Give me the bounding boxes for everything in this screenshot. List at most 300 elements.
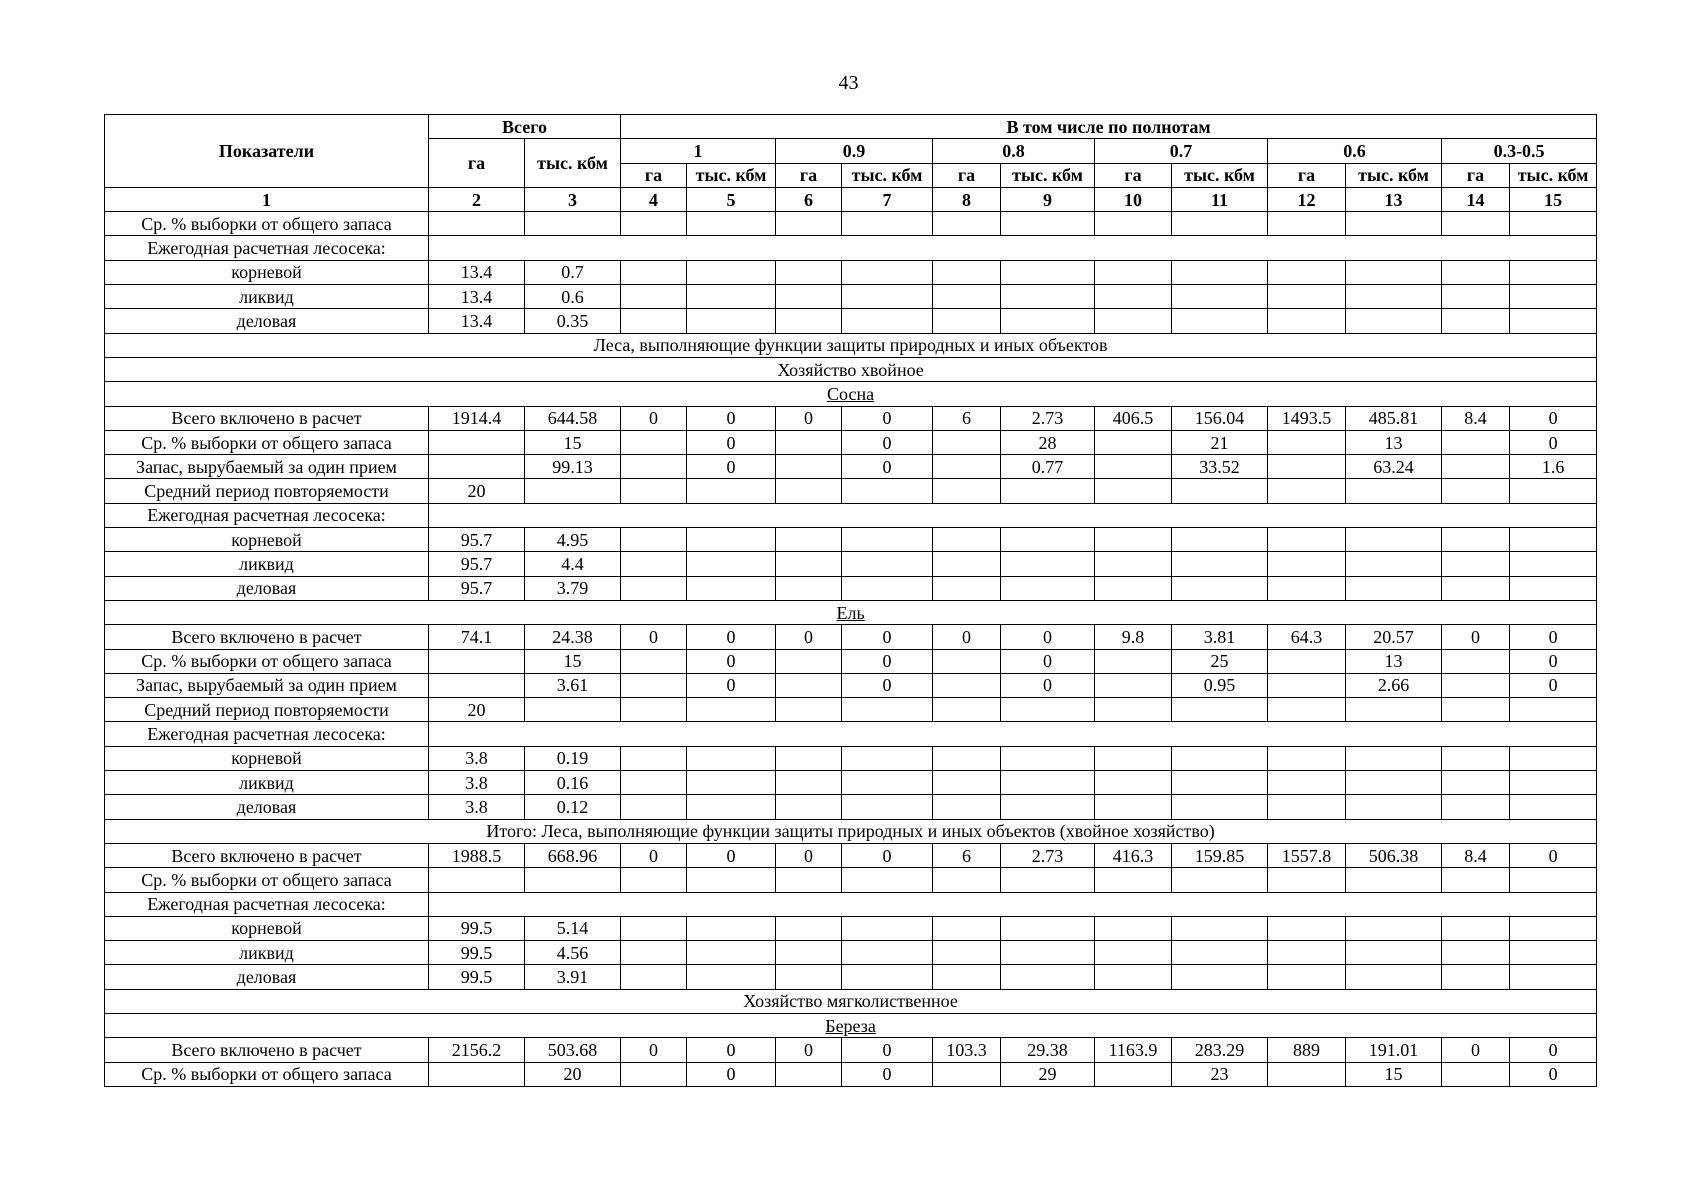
table-cell: 20 [429,479,525,503]
table-cell: 0 [1001,649,1095,673]
table-cell [687,868,776,892]
table-cell: 0 [842,455,933,479]
table-cell: 63.24 [1346,455,1442,479]
table-cell [621,430,687,454]
table-row [105,1038,1597,1062]
table-cell: 15 [525,649,621,673]
section-row [105,600,1597,624]
table-cell: 6 [933,406,1001,430]
table-cell [933,479,1001,503]
header-density-group: 1 [621,139,776,163]
table-cell [1442,455,1510,479]
table-cell [776,916,842,940]
table-cell [1346,260,1442,284]
table-cell [776,552,842,576]
header-ha: га [776,163,842,187]
table-cell: 0.19 [525,746,621,770]
section-title: Береза [105,1013,1597,1037]
header-volume: тыс. кбм [1346,163,1442,187]
table-cell [687,576,776,600]
table-cell [1095,795,1172,819]
row-label: Средний период повторяемости [105,479,429,503]
table-cell [776,673,842,697]
table-row [105,698,1597,722]
header-volume: тыс. кбм [1001,163,1095,187]
empty-span-cell [429,236,1597,260]
table-cell [933,528,1001,552]
table-cell: 0 [687,673,776,697]
table-cell [776,260,842,284]
row-label: ликвид [105,552,429,576]
table-cell: 15 [1346,1062,1442,1086]
table-cell [1510,795,1597,819]
table-cell [776,212,842,236]
table-cell: 95.7 [429,528,525,552]
table-cell [687,260,776,284]
table-row [105,552,1597,576]
row-label: деловая [105,965,429,989]
table-cell [1001,528,1095,552]
table-cell: 25 [1172,649,1268,673]
table-cell: 416.3 [1095,843,1172,867]
table-cell [1095,965,1172,989]
table-cell: 3.81 [1172,625,1268,649]
table-cell: 8.4 [1442,406,1510,430]
table-cell [621,455,687,479]
table-cell [776,965,842,989]
table-cell [933,941,1001,965]
row-label: корневой [105,916,429,940]
table-cell [933,260,1001,284]
table-cell [1346,479,1442,503]
page-number: 43 [838,72,859,94]
table-cell [933,309,1001,333]
table-cell [621,941,687,965]
table-cell [525,698,621,722]
table-cell [1442,576,1510,600]
table-cell [621,698,687,722]
header-volume: тыс. кбм [687,163,776,187]
table-cell: 0 [687,649,776,673]
table-row [105,941,1597,965]
table-row [105,406,1597,430]
table-cell: 0 [1510,649,1597,673]
table-cell [1346,309,1442,333]
table-cell: 15 [525,430,621,454]
table-cell [1346,771,1442,795]
table-cell: 0.77 [1001,455,1095,479]
column-number: 9 [1001,187,1095,211]
table-cell: 99.13 [525,455,621,479]
table-cell: 0 [621,1038,687,1062]
table-cell [842,528,933,552]
table-cell: 21 [1172,430,1268,454]
table-cell [1510,965,1597,989]
row-label: Ср. % выборки от общего запаса [105,649,429,673]
section-title: Сосна [105,382,1597,406]
header-ha: га [1095,163,1172,187]
table-cell: 1493.5 [1268,406,1346,430]
column-number: 6 [776,187,842,211]
table-cell [1001,576,1095,600]
table-cell: 13.4 [429,260,525,284]
table-cell [1442,941,1510,965]
table-cell [429,430,525,454]
table-cell [1172,576,1268,600]
table-cell [621,1062,687,1086]
table-cell [1172,746,1268,770]
table-row [105,649,1597,673]
row-label: Ср. % выборки от общего запаса [105,1062,429,1086]
table-cell: 283.29 [1172,1038,1268,1062]
table-cell [1510,868,1597,892]
table-row [105,212,1597,236]
table-cell [1510,479,1597,503]
table-cell [776,479,842,503]
table-cell: 159.85 [1172,843,1268,867]
table-cell [933,771,1001,795]
table-cell [1346,965,1442,989]
table-row [105,916,1597,940]
table-cell: 0 [687,455,776,479]
header-indicators: Показатели [105,115,429,188]
table-cell [933,673,1001,697]
table-cell [842,698,933,722]
table-cell: 1163.9 [1095,1038,1172,1062]
table-row [105,746,1597,770]
row-label: деловая [105,795,429,819]
table-row [105,843,1597,867]
table-cell [621,576,687,600]
table-cell: 0 [776,1038,842,1062]
table-cell [621,916,687,940]
table-cell [687,795,776,819]
table-row [105,625,1597,649]
table-cell [1172,795,1268,819]
table-cell [1346,698,1442,722]
table-cell [776,576,842,600]
table-cell: 103.3 [933,1038,1001,1062]
table-cell: 644.58 [525,406,621,430]
table-cell: 4.4 [525,552,621,576]
table-cell: 3.91 [525,965,621,989]
table-cell [1510,552,1597,576]
table-cell [776,771,842,795]
table-cell [1442,309,1510,333]
table-cell [1095,868,1172,892]
table-cell [933,212,1001,236]
row-label: ликвид [105,941,429,965]
table-cell: 0 [621,406,687,430]
row-label: ликвид [105,285,429,309]
table-cell: 485.81 [1346,406,1442,430]
table-row [105,576,1597,600]
table-cell [842,260,933,284]
table-cell: 0 [1510,1062,1597,1086]
table-cell [687,285,776,309]
table-cell [1346,285,1442,309]
column-number: 13 [1346,187,1442,211]
column-number: 10 [1095,187,1172,211]
table-cell [1268,212,1346,236]
table-cell: 156.04 [1172,406,1268,430]
table-cell [1172,771,1268,795]
column-number: 5 [687,187,776,211]
table-cell [1346,795,1442,819]
table-cell [621,285,687,309]
table-cell: 0.12 [525,795,621,819]
header-ha: га [933,163,1001,187]
table-cell: 13 [1346,649,1442,673]
table-cell [1172,965,1268,989]
table-cell [1095,285,1172,309]
table-cell [776,455,842,479]
table-cell: 0 [842,430,933,454]
table-cell [1268,430,1346,454]
table-cell: 13.4 [429,285,525,309]
table-cell [1001,941,1095,965]
table-cell [933,430,1001,454]
table-cell: 5.14 [525,916,621,940]
row-label: Ежегодная расчетная лесосека: [105,722,429,746]
table-cell: 0 [842,406,933,430]
table-cell [1001,965,1095,989]
table-cell [1095,479,1172,503]
table-cell [687,528,776,552]
header-density-group: 0.6 [1268,139,1442,163]
row-label: деловая [105,309,429,333]
table-cell [1001,260,1095,284]
table-cell [1442,673,1510,697]
table-cell [933,698,1001,722]
section-row [105,989,1597,1013]
table-row [105,260,1597,284]
table-cell [933,795,1001,819]
table-cell: 0.6 [525,285,621,309]
table-cell: 95.7 [429,576,525,600]
table-cell [776,528,842,552]
table-cell: 28 [1001,430,1095,454]
table-cell [1510,771,1597,795]
table-cell [933,455,1001,479]
table-cell: 0 [687,843,776,867]
table-cell [687,552,776,576]
table-cell [429,1062,525,1086]
table-cell: 1914.4 [429,406,525,430]
table-cell: 0.16 [525,771,621,795]
header-density-group: 0.8 [933,139,1095,163]
table-cell [621,212,687,236]
table-cell [429,649,525,673]
table-cell [1001,795,1095,819]
table-cell: 0 [842,1038,933,1062]
table-body [105,212,1597,1087]
row-label: деловая [105,576,429,600]
empty-span-cell [429,892,1597,916]
table-cell [933,285,1001,309]
column-number: 8 [933,187,1001,211]
table-row [105,1062,1597,1086]
table-cell: 95.7 [429,552,525,576]
column-number: 2 [429,187,525,211]
table-cell: 0 [687,430,776,454]
table-cell [1001,285,1095,309]
header-volume: тыс. кбм [842,163,933,187]
table-cell [1172,868,1268,892]
table-cell [1442,698,1510,722]
table-cell [1268,965,1346,989]
table-row [105,673,1597,697]
table-cell [1346,576,1442,600]
table-cell [687,309,776,333]
section-title: Хозяйство мягколиственное [105,989,1597,1013]
empty-span-cell [429,503,1597,527]
table-cell [1095,552,1172,576]
table-row [105,795,1597,819]
table-cell: 3.79 [525,576,621,600]
table-cell [933,916,1001,940]
table-cell [1095,916,1172,940]
table-cell [776,309,842,333]
table-cell: 0 [1442,625,1510,649]
table-cell: 0 [1510,1038,1597,1062]
table-cell [687,212,776,236]
table-cell [1095,260,1172,284]
table-cell [1268,795,1346,819]
subheading-row [105,236,1597,260]
table-cell [1095,1062,1172,1086]
header-ha: га [1442,163,1510,187]
header-ha: га [621,163,687,187]
table-cell [842,868,933,892]
table-cell [1442,1062,1510,1086]
table-cell [621,552,687,576]
table-cell [1268,260,1346,284]
table-cell [1001,746,1095,770]
table-cell [1346,916,1442,940]
table-cell [621,649,687,673]
table-cell: 13 [1346,430,1442,454]
table-cell [525,868,621,892]
table-cell [1268,771,1346,795]
row-label: Ежегодная расчетная лесосека: [105,236,429,260]
table-cell [687,941,776,965]
table-cell [621,260,687,284]
table-cell [1346,212,1442,236]
table-cell: 1988.5 [429,843,525,867]
table-cell [1442,916,1510,940]
table-cell: 9.8 [1095,625,1172,649]
table-cell: 4.56 [525,941,621,965]
table-cell: 0 [1001,673,1095,697]
table-cell [776,698,842,722]
table-cell [687,479,776,503]
table-cell: 2.73 [1001,406,1095,430]
table-cell [1095,430,1172,454]
table-cell [842,771,933,795]
table-cell: 0.7 [525,260,621,284]
table-cell: 24.38 [525,625,621,649]
table-cell [1442,479,1510,503]
table-cell [1172,528,1268,552]
table-cell [842,965,933,989]
table-cell [1268,309,1346,333]
column-number: 7 [842,187,933,211]
table-cell [687,771,776,795]
table-cell [1172,479,1268,503]
subheading-row [105,503,1597,527]
table-cell: 99.5 [429,916,525,940]
section-row [105,382,1597,406]
table-cell [1172,212,1268,236]
table-cell: 0 [1001,625,1095,649]
table-cell [1001,698,1095,722]
row-label: Ежегодная расчетная лесосека: [105,892,429,916]
header-ha: га [1268,163,1346,187]
table-cell: 0 [776,625,842,649]
column-numbers-row [105,187,1597,211]
table-cell [842,576,933,600]
row-label: Всего включено в расчет [105,843,429,867]
row-label: ликвид [105,771,429,795]
table-cell [776,746,842,770]
table-cell [933,868,1001,892]
table-cell [933,649,1001,673]
section-row [105,819,1597,843]
table-cell: 20 [525,1062,621,1086]
table-cell [1442,528,1510,552]
table-cell [933,576,1001,600]
table-cell [1346,868,1442,892]
table-cell [687,916,776,940]
table-cell: 0 [1510,406,1597,430]
section-title: Итого: Леса, выполняющие функции защиты природных и иных объектов (хвойное хозяйство) [105,819,1597,843]
table-cell [621,795,687,819]
section-row [105,357,1597,381]
table-cell: 0 [1510,625,1597,649]
table-cell [1510,309,1597,333]
table-cell [1001,479,1095,503]
table-cell [1172,309,1268,333]
table-cell: 0 [842,625,933,649]
table-row [105,309,1597,333]
table-cell [1095,309,1172,333]
table-cell: 0 [1510,843,1597,867]
table-cell [1510,746,1597,770]
table-cell [776,795,842,819]
table-cell: 3.61 [525,673,621,697]
table-cell [842,916,933,940]
table-cell [621,479,687,503]
table-cell [1172,285,1268,309]
table-cell [1268,673,1346,697]
table-cell [842,479,933,503]
table-header [105,115,1597,212]
table-cell [1268,576,1346,600]
table-cell: 74.1 [429,625,525,649]
table-cell [1268,528,1346,552]
row-label: Запас, вырубаемый за один прием [105,673,429,697]
subheading-row [105,722,1597,746]
table-cell [1346,941,1442,965]
table-cell [429,455,525,479]
table-cell [1172,698,1268,722]
table-cell [1268,649,1346,673]
table-cell [687,965,776,989]
table-cell: 191.01 [1346,1038,1442,1062]
table-cell: 0 [842,843,933,867]
table-cell [621,309,687,333]
